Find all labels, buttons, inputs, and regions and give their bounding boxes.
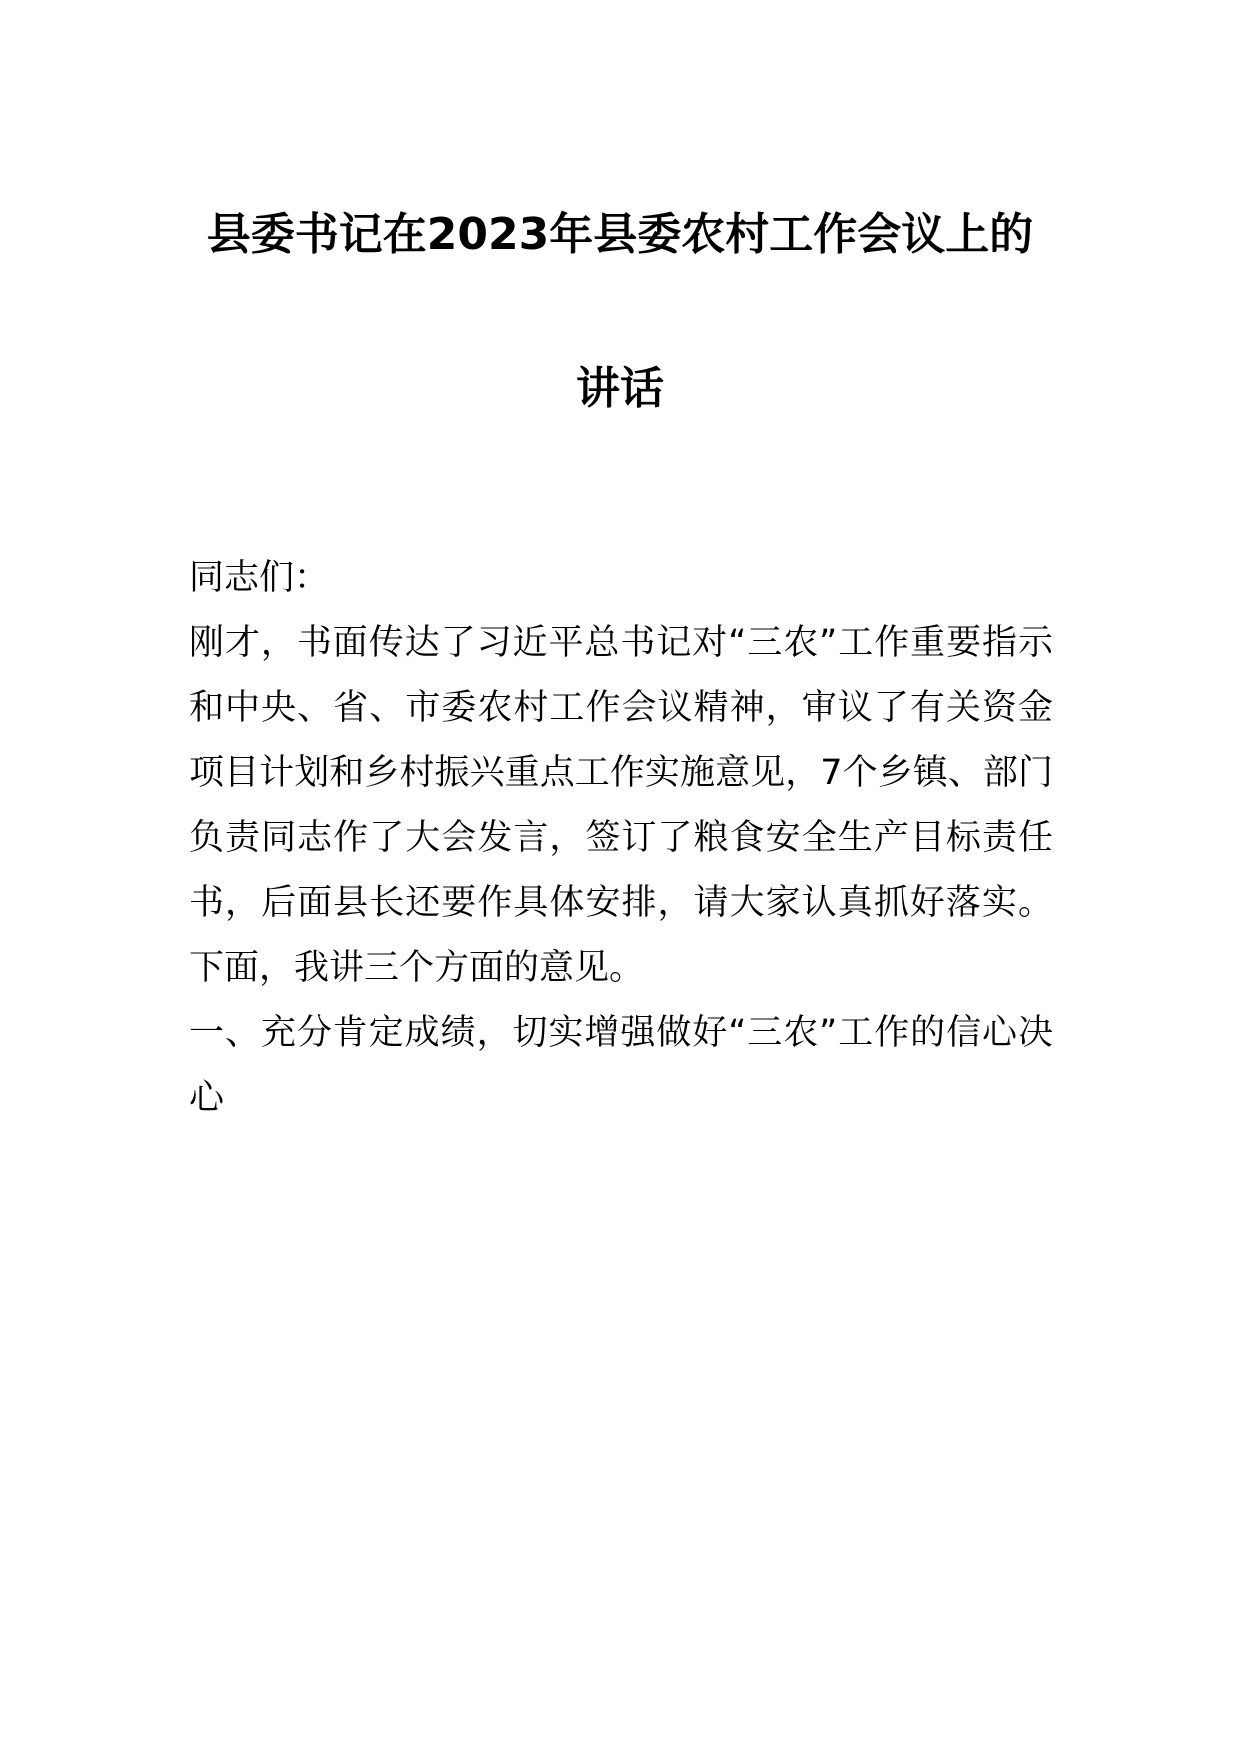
document-title-line-1: 县委书记在2023年县委农村工作会议上的 [206, 209, 1034, 260]
salutation: 同志们： [189, 558, 330, 598]
section-heading: 一、充分肯定成绩，切实增强做好“三农”工作的信心决心 [189, 1013, 1053, 1118]
document-title-line-2: 讲话 [576, 363, 664, 414]
body-paragraph: 刚才，书面传达了习近平总书记对“三农”工作重要指示和中央、省、市委农村工作会议精神，审议了有关资金项目计划和乡村振兴重点工作实施意见，7个乡镇、部门负责同志作了大会发言，签订了粮食安全生产目标责任书，后面县长还要作具体安排，请大家认真抓好落实。下面，我讲三个方面的意见。 [189, 623, 1053, 988]
document-body [189, 546, 1053, 1131]
